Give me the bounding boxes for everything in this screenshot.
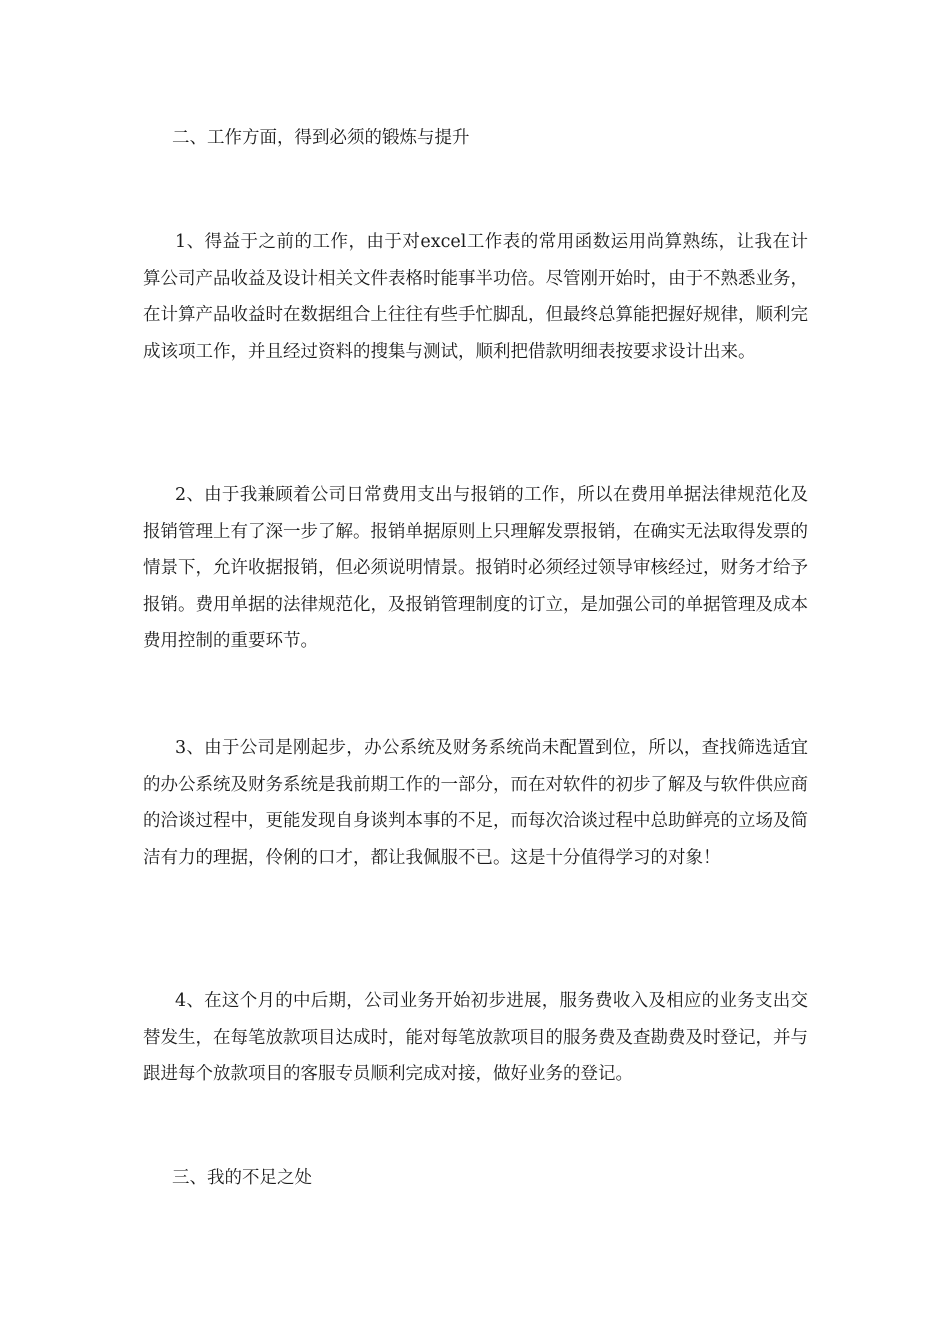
paragraph-office-system-selection: 3、由于公司是刚起步，办公系统及财务系统尚未配置到位，所以，查找筛选适宜的办公系统及财务系统是我前期工作的一部分，而在对软件的初步了解及与软件供应商的洽谈过程中，更能发现自身谈判本事的不足，而每次洽谈过程中总助鲜亮的立场及简洁有力的理据，伶俐的口才，都让我佩服不已。这是十分值得学习的对象！	[143, 738, 808, 868]
paragraph-business-registration: 4、在这个月的中后期，公司业务开始初步进展，服务费收入及相应的业务支出交替发生，在每笔放款项目达成时，能对每笔放款项目的服务费及查勘费及时登记，并与跟进每个放款项目的客服专员顺利完成对接，做好业务的登记。	[143, 991, 808, 1084]
section-heading-work: 二、工作方面，得到必须的锻炼与提升	[172, 128, 470, 148]
paragraph-expense-reimbursement: 2、由于我兼顾着公司日常费用支出与报销的工作，所以在费用单据法律规范化及报销管理上有了深一步了解。报销单据原则上只理解发票报销，在确实无法取得发票的情景下，允许收据报销，但必须说明情景。报销时必须经过领导审核经过，财务才给予报销。费用单据的法律规范化，及报销管理制度的订立，是加强公司的单据管理及成本费用控制的重要环节。	[143, 485, 808, 651]
paragraph-excel-skills: 1、得益于之前的工作，由于对excel工作表的常用函数运用尚算熟练，让我在计算公司产品收益及设计相关文件表格时能事半功倍。尽管刚开始时，由于不熟悉业务，在计算产品收益时在数据组合上往往有些手忙脚乱，但最终总算能把握好规律，顺利完成该项工作，并且经过资料的搜集与测试，顺利把借款明细表按要求设计出来。	[143, 232, 808, 362]
section-heading-shortcomings: 三、我的不足之处	[172, 1168, 312, 1188]
